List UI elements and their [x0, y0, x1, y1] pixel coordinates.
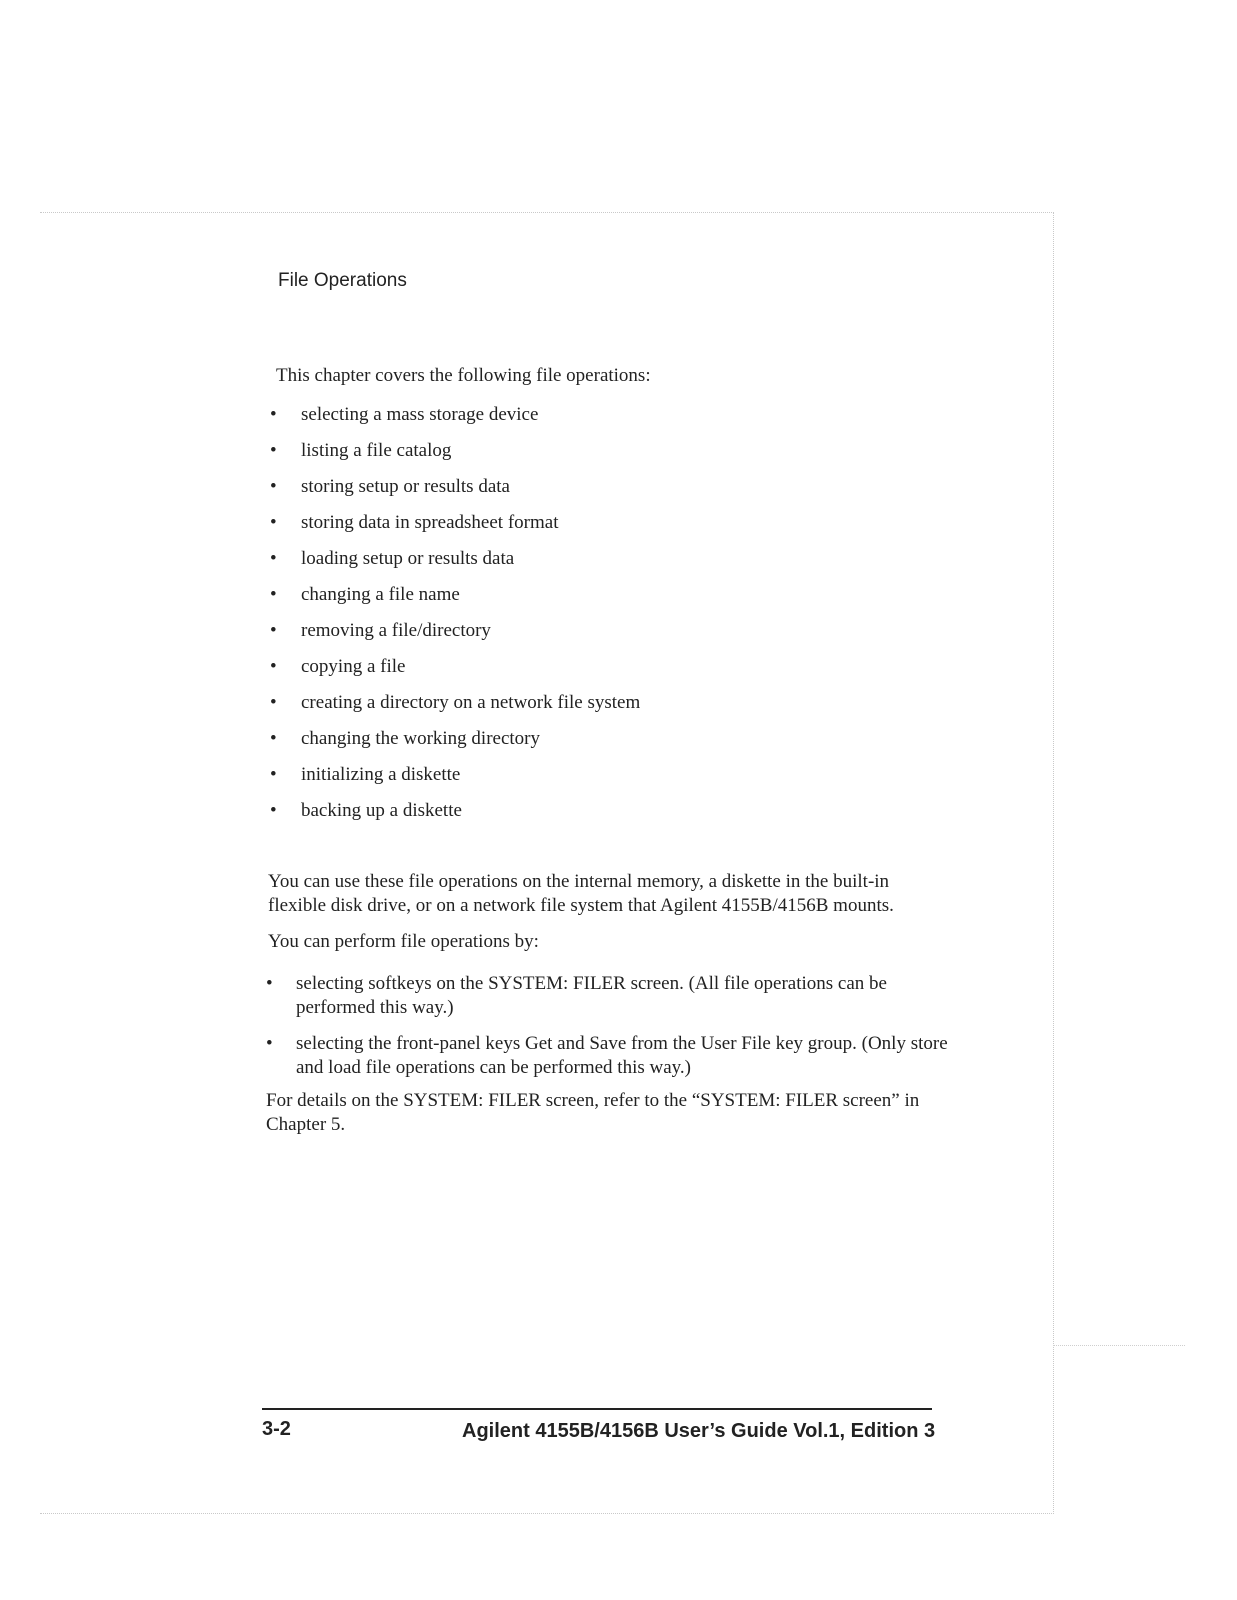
list-item: [270, 439, 640, 475]
bullet-icon: •: [270, 692, 277, 713]
bullet-icon: •: [270, 404, 277, 425]
list-item: [270, 763, 640, 799]
list-item: [270, 475, 640, 511]
list-item-text: loading setup or results data: [301, 548, 515, 569]
bullet-icon: •: [270, 512, 277, 533]
bullet-icon: •: [270, 476, 277, 497]
list-item: [270, 403, 640, 439]
list-item-text: changing a file name: [301, 584, 460, 605]
list-item-text: creating a directory on a network file system: [301, 692, 641, 713]
footer-rule: [262, 1408, 932, 1410]
bullet-icon: •: [270, 548, 277, 569]
section-heading: File Operations: [278, 270, 407, 291]
bullet-icon: •: [270, 728, 277, 749]
list-item: [270, 727, 640, 763]
list-item: [270, 511, 640, 547]
list-item-text: removing a file/directory: [301, 620, 491, 641]
bullet-icon: •: [266, 1033, 273, 1054]
bullet-icon: •: [270, 440, 277, 461]
paragraph-methods-intro: You can perform file operations by:: [268, 931, 539, 952]
list-item: [270, 691, 640, 727]
list-item-text: storing setup or results data: [301, 476, 510, 497]
paragraph-details-reference: For details on the SYSTEM: FILER screen, refer to the “SYSTEM: FILER screen” in Chapter 5.: [266, 1090, 920, 1135]
list-item: [270, 547, 640, 583]
list-item-text: storing data in spreadsheet format: [301, 512, 559, 533]
list-item-text: copying a file: [301, 656, 406, 677]
scan-edge-bottom: [40, 1513, 1052, 1514]
bullet-icon: •: [266, 973, 273, 994]
list-item-text: selecting a mass storage device: [301, 404, 539, 425]
bullet-icon: •: [270, 656, 277, 677]
paragraph-storage-locations: You can use these file operations on the internal memory, a diskette in the built-in flexible disk drive, or on a network file system that Agilent 4155B/4156B mounts.: [268, 871, 894, 916]
method-text: selecting the front-panel keys Get and Save from the User File key group. (Only store and load file operations can be performed this way.): [296, 1033, 948, 1078]
method-text: selecting softkeys on the SYSTEM: FILER screen. (All file operations can be performed this way.): [296, 973, 887, 1018]
scan-edge-top: [40, 212, 1052, 213]
method-item-front-panel: [266, 1032, 956, 1080]
scan-edge-right: [1053, 212, 1054, 1514]
bullet-icon: •: [270, 584, 277, 605]
list-item-text: backing up a diskette: [301, 800, 462, 821]
list-item: [270, 799, 640, 835]
list-item-text: changing the working directory: [301, 728, 541, 749]
list-item: [270, 583, 640, 619]
bullet-icon: •: [270, 764, 277, 785]
list-item-text: initializing a diskette: [301, 764, 461, 785]
list-item: [270, 619, 640, 655]
bullet-icon: •: [270, 800, 277, 821]
list-item: [270, 655, 640, 691]
footer-title: Agilent 4155B/4156B User’s Guide Vol.1, Edition 3: [462, 1420, 936, 1442]
scan-edge-mark: [1053, 1345, 1185, 1346]
page-number: 3-2: [262, 1418, 291, 1440]
bullet-icon: •: [270, 620, 277, 641]
method-item-softkeys: [266, 972, 946, 1020]
intro-text: This chapter covers the following file operations:: [276, 365, 651, 386]
list-item-text: listing a file catalog: [301, 440, 452, 461]
operations-list: [270, 403, 640, 835]
